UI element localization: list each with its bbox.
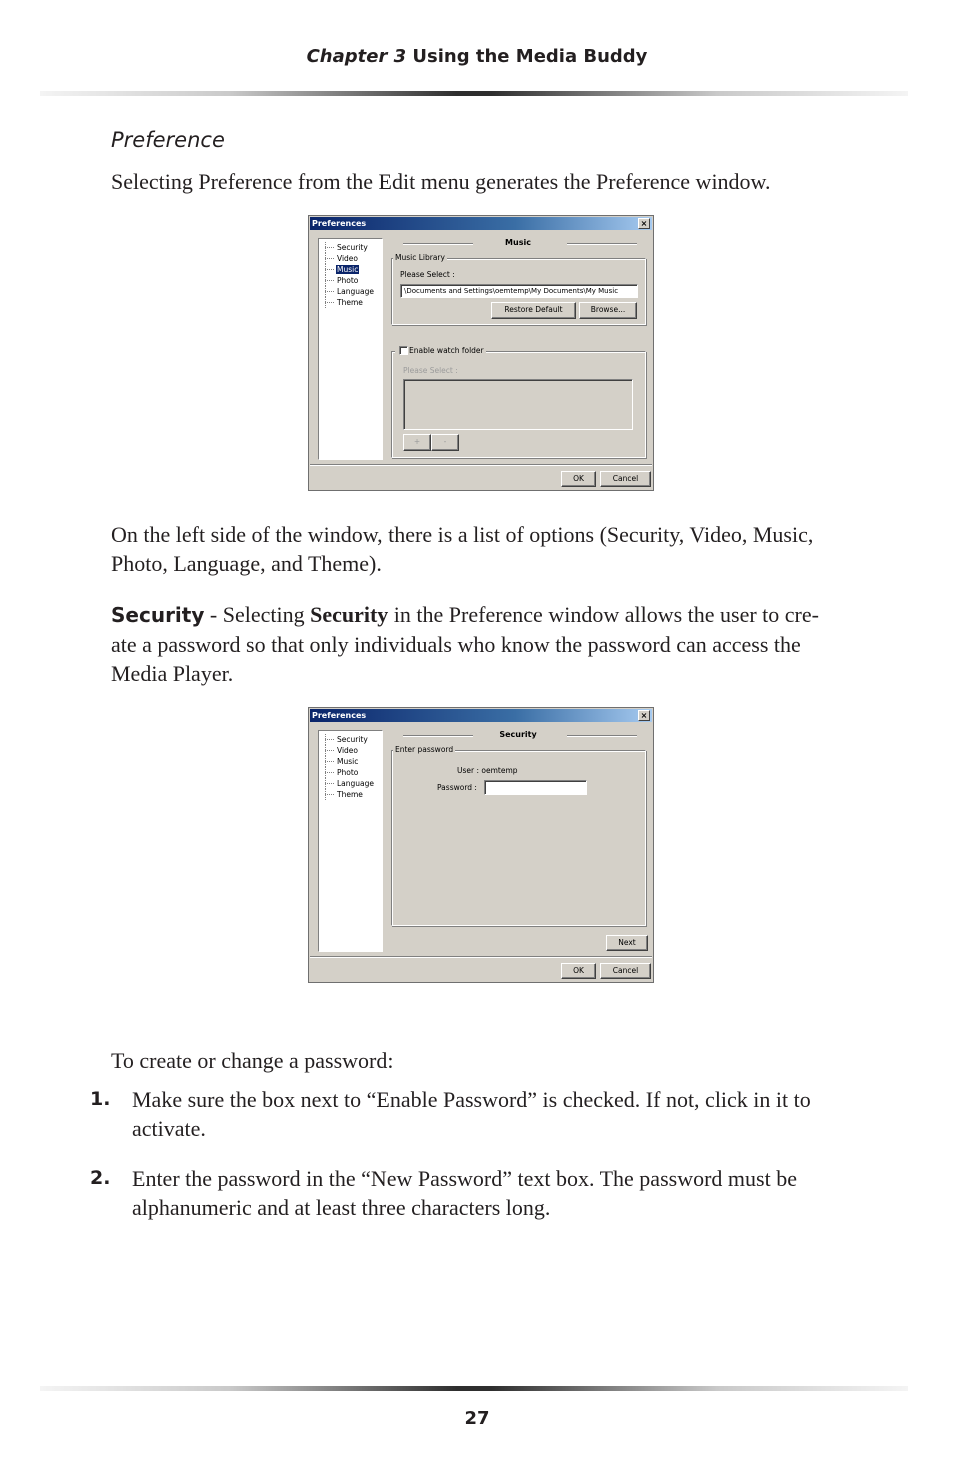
window-title: Preferences <box>312 711 367 720</box>
password-label: Password : <box>437 783 477 792</box>
music-library-label: Music Library <box>395 253 445 262</box>
add-folder-button[interactable]: + <box>403 434 431 451</box>
preferences-window-music <box>308 215 654 491</box>
window-title: Preferences <box>312 219 367 228</box>
tree-item-label: Theme <box>337 298 363 307</box>
options-paragraph-line: On the left side of the window, there is a list of options (Security, Video, Music, <box>111 522 814 547</box>
chapter-title: Using the Media Buddy <box>412 46 648 67</box>
footer-rule <box>40 1386 908 1391</box>
step-number: 2. <box>90 1167 111 1189</box>
cancel-button[interactable]: Cancel <box>600 471 651 487</box>
close-icon[interactable]: × <box>638 710 650 721</box>
enter-password-label: Enter password <box>395 745 454 754</box>
step-text-line: activate. <box>132 1116 206 1141</box>
window-titlebar <box>310 709 652 722</box>
next-button[interactable]: Next <box>606 935 648 951</box>
security-paragraph-line: ate a password so that only individuals who know the password can access the <box>111 632 801 657</box>
section-heading: Preference <box>111 128 225 152</box>
cancel-button[interactable]: Cancel <box>600 963 651 979</box>
window-titlebar <box>310 217 652 230</box>
security-paragraph <box>111 600 856 688</box>
tree-item-theme[interactable] <box>322 789 382 800</box>
step-text-line: Make sure the box next to “Enable Password” is checked. If not, click in it to <box>132 1087 811 1112</box>
footer-separator <box>310 956 652 958</box>
step-text-line: alphanumeric and at least three characters long. <box>132 1195 551 1220</box>
enter-password-group <box>391 750 646 926</box>
security-lead: Security <box>111 603 205 627</box>
password-field[interactable] <box>484 780 587 795</box>
security-strong: Security <box>310 602 389 627</box>
remove-folder-button[interactable]: - <box>431 434 459 451</box>
security-paragraph-line: Media Player. <box>111 661 234 686</box>
chapter-label: Chapter 3 <box>306 46 407 67</box>
tree-item-video[interactable] <box>322 253 382 264</box>
enable-watch-label: Enable watch folder <box>395 346 486 355</box>
security-text-b: in the Preference window allows the user to cre- <box>388 602 819 627</box>
browse-button[interactable]: Browse... <box>579 302 637 319</box>
header-rule <box>40 91 908 96</box>
tree-item-label: Security <box>337 243 368 252</box>
please-select-disabled-label: Please Select : <box>403 366 458 375</box>
tree-item-label: Security <box>337 735 368 744</box>
tree-item-theme[interactable] <box>322 297 382 308</box>
restore-default-button[interactable]: Restore Default <box>491 302 576 319</box>
step-text-line: Enter the password in the “New Password” text box. The password must be <box>132 1166 797 1191</box>
enable-watch-checkbox[interactable] <box>399 346 408 355</box>
security-text-a: - Selecting <box>204 602 311 627</box>
close-icon[interactable]: × <box>638 218 650 229</box>
running-head <box>0 46 954 67</box>
tree-item-language[interactable] <box>322 778 382 789</box>
tree-item-photo[interactable] <box>322 767 382 778</box>
ok-button[interactable]: OK <box>561 963 596 979</box>
options-tree <box>318 730 383 952</box>
create-password-paragraph: To create or change a password: <box>111 1048 394 1073</box>
step-text <box>132 1085 847 1143</box>
tree-item-label: Video <box>337 254 359 263</box>
tree-item-video[interactable] <box>322 745 382 756</box>
options-paragraph <box>111 520 856 578</box>
tree-item-security[interactable] <box>322 242 382 253</box>
tree-item-label: Theme <box>337 790 363 799</box>
panel-title: Music <box>389 238 647 248</box>
watch-folder-list[interactable] <box>403 379 633 430</box>
tree-item-label: Language <box>337 287 375 296</box>
tree-item-music[interactable] <box>322 264 382 275</box>
ok-button[interactable]: OK <box>561 471 596 487</box>
options-paragraph-line: Photo, Language, and Theme). <box>111 551 382 576</box>
tree-item-label: Photo <box>337 276 359 285</box>
options-tree <box>318 238 383 460</box>
tree-item-label: Language <box>337 779 375 788</box>
preferences-window-security <box>308 707 654 983</box>
tree-item-security[interactable] <box>322 734 382 745</box>
intro-paragraph: Selecting Preference from the Edit menu generates the Preference window. <box>111 169 771 194</box>
step-number: 1. <box>90 1088 111 1110</box>
tree-item-label: Photo <box>337 768 359 777</box>
music-path-field[interactable]: \Documents and Settings\oemtemp\My Documents\My Music <box>400 284 638 298</box>
panel-title: Security <box>389 730 647 740</box>
user-label: User : oemtemp <box>457 766 518 775</box>
footer-separator <box>310 464 652 466</box>
step-text <box>132 1164 847 1222</box>
security-paragraph-line <box>111 600 856 630</box>
tree-item-music[interactable] <box>322 756 382 767</box>
tree-item-label: Music <box>337 265 359 274</box>
tree-item-label: Music <box>337 757 359 766</box>
page-number: 27 <box>464 1408 490 1429</box>
tree-item-language[interactable] <box>322 286 382 297</box>
tree-item-label: Video <box>337 746 359 755</box>
tree-item-photo[interactable] <box>322 275 382 286</box>
please-select-label: Please Select : <box>400 270 455 279</box>
